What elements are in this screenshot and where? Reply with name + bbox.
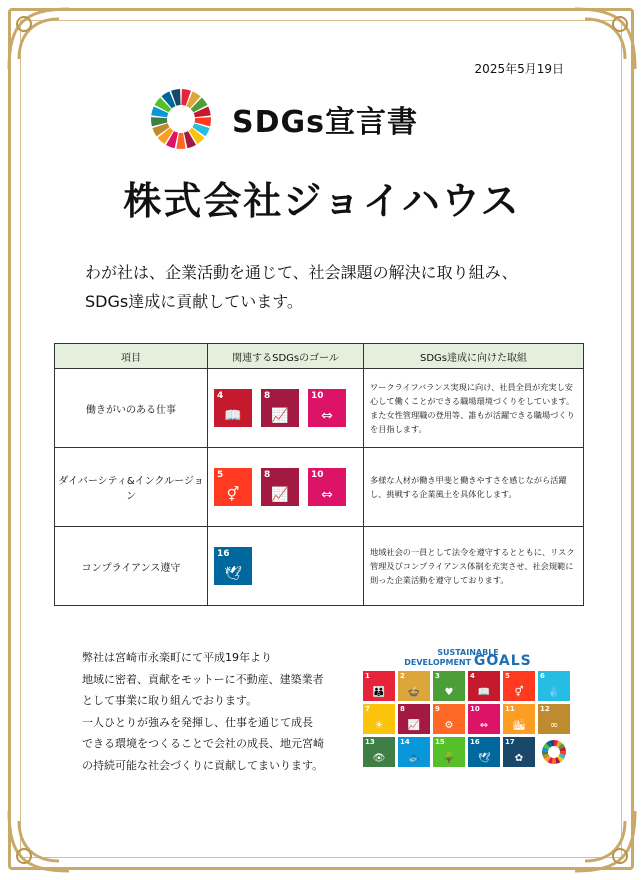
goal-number: 8: [264, 470, 271, 480]
sdg-logo-tile: [538, 737, 570, 767]
corner-ornament-icon: [4, 4, 74, 74]
sdg-tile-8: [398, 704, 430, 734]
action-cell: 地域社会の一員として法令を遵守するとともに、リスク管理及びコンプライアンス体制を充実させ、社会規範に則った企業活動を遵守しております。: [364, 527, 584, 606]
goals-cell: [208, 448, 364, 527]
corner-ornament-icon: [4, 806, 74, 876]
corner-ornament-icon: [570, 806, 640, 876]
column-header: SDGs達成に向けた取組: [364, 344, 584, 369]
table-row: [55, 527, 584, 606]
statement-line: できる環境をつくることで会社の成長、地元宮崎: [82, 737, 324, 750]
item-cell: ダイバーシティ&インクルージョン: [55, 448, 208, 527]
tile-number: 17: [505, 738, 515, 746]
sdg-goal-5-icon: [214, 468, 252, 506]
sdgs-wheel-icon: [538, 737, 570, 767]
item-cell: 働きがいのある仕事: [55, 369, 208, 448]
dove-gavel-icon: 🕊: [224, 566, 242, 582]
sdg-tile-1: [363, 671, 395, 701]
action-cell: 多様な人材が働き甲斐と働きやすさを感じながら活躍し、挑戦する企業風土を具体化します。: [364, 448, 584, 527]
goal-icon: 🍲: [407, 687, 421, 698]
sdg-tile-4: [468, 671, 500, 701]
sdg-tile-11: [503, 704, 535, 734]
item-cell: コンプライアンス遵守: [55, 527, 208, 606]
company-statement: [82, 647, 324, 776]
statement-line: の持続可能な社会づくりに貢献してまいります。: [82, 758, 324, 772]
goal-number: 4: [217, 391, 224, 401]
sdg-goal-4-icon: [214, 389, 252, 427]
sdgs-tile-grid: [363, 671, 573, 767]
goal-number: 10: [311, 391, 324, 401]
company-name: 株式会社ジョイハウス: [123, 179, 521, 223]
goal-icon: ☀: [374, 720, 384, 731]
column-header: 関連するSDGsのゴール: [208, 344, 364, 369]
gender-equality-icon: ⚥: [226, 487, 240, 503]
document-date: 2025年5月19日: [474, 62, 564, 76]
goal-number: 5: [217, 470, 224, 480]
sdg-goal-16-icon: [214, 547, 252, 585]
sdg-goal-10-icon: [308, 389, 346, 427]
goal-icon: ∞: [549, 720, 559, 731]
goal-number: 8: [264, 391, 271, 401]
goal-icon: ⚥: [514, 687, 524, 698]
sdg-tile-6: [538, 671, 570, 701]
equality-icon: ⇔: [321, 487, 333, 503]
statement-line: 一人ひとりが強みを発揮し、仕事を通じて成長: [82, 715, 313, 729]
table-row: [55, 448, 584, 527]
tile-number: 8: [400, 705, 405, 713]
goal-icon: 📖: [477, 687, 491, 698]
tile-number: 12: [540, 705, 550, 713]
intro-line: わが社は、企業活動を通じて、社会課題の解決に取り組み、: [85, 263, 518, 282]
sdg-tile-16: [468, 737, 500, 767]
sdg-tile-9: [433, 704, 465, 734]
poster-line: DEVELOPMENT: [404, 658, 472, 667]
tile-number: 7: [365, 705, 370, 713]
goal-icon: ♥: [444, 687, 454, 698]
intro-line: SDGs達成に貢献しています。: [85, 292, 303, 311]
goal-icon: 🕊: [477, 753, 491, 764]
statement-line: として事業に取り組んでおります。: [82, 694, 258, 707]
goals-cell: [208, 527, 364, 606]
goal-icon: ⇔: [479, 720, 489, 731]
goal-icon: ✿: [514, 753, 524, 764]
tile-number: 1: [365, 672, 370, 680]
tile-number: 13: [365, 738, 375, 746]
poster-line: SUSTAINABLE: [437, 648, 499, 657]
goal-icon: ⚙: [444, 720, 454, 731]
sdg-tile-10: [468, 704, 500, 734]
corner-ornament-icon: [570, 4, 640, 74]
goal-number: 16: [217, 549, 230, 559]
sdg-tile-15: [433, 737, 465, 767]
sdg-tile-12: [538, 704, 570, 734]
table-row: [55, 369, 584, 448]
goal-icon: 📈: [407, 720, 421, 731]
goal-icon: 👁: [372, 753, 386, 764]
sdg-tile-14: [398, 737, 430, 767]
equality-icon: ⇔: [321, 408, 333, 424]
poster-title: [363, 648, 573, 667]
sdgs-wheel-icon: [150, 88, 212, 150]
sdg-tile-17: [503, 737, 535, 767]
document-header: [150, 88, 418, 150]
growth-chart-icon: 📈: [271, 487, 289, 503]
tile-number: 10: [470, 705, 480, 713]
tile-number: 11: [505, 705, 515, 713]
goals-cell: [208, 369, 364, 448]
statement-line: 弊社は宮崎市永楽町にて平成19年より: [82, 651, 272, 664]
column-header: 項目: [55, 344, 208, 369]
sdg-tile-2: [398, 671, 430, 701]
table-header-row: [55, 344, 584, 369]
sdg-tile-5: [503, 671, 535, 701]
tile-number: 15: [435, 738, 445, 746]
tile-number: 6: [540, 672, 545, 680]
page-title: SDGs宣言書: [232, 105, 418, 140]
tile-number: 2: [400, 672, 405, 680]
tile-number: 4: [470, 672, 475, 680]
statement-line: 地域に密着、貢献をモットーに不動産、建築業者: [82, 672, 324, 686]
goal-icon: 🐟: [407, 753, 421, 764]
tile-number: 5: [505, 672, 510, 680]
goal-icon: 👪: [372, 687, 386, 698]
sdg-tile-13: [363, 737, 395, 767]
sdg-goal-8-icon: [261, 389, 299, 427]
tile-number: 9: [435, 705, 440, 713]
sdg-tile-7: [363, 704, 395, 734]
sdg-goal-8-icon: [261, 468, 299, 506]
tile-number: 16: [470, 738, 480, 746]
growth-chart-icon: 📈: [271, 408, 289, 424]
sdg-goal-10-icon: [308, 468, 346, 506]
goal-icon: 🏙: [512, 720, 526, 731]
book-icon: 📖: [224, 408, 242, 424]
tile-number: 14: [400, 738, 410, 746]
sdg-tile-3: [433, 671, 465, 701]
tile-number: 3: [435, 672, 440, 680]
sdgs-goals-table: [54, 343, 584, 606]
action-cell: ワークライフバランス実現に向け、社員全員が充実し安心して働くことができる職場環境づくりをしています。また女性管理職の登用等、誰もが活躍できる職場づくりを目指します。: [364, 369, 584, 448]
poster-goals: GOALS: [473, 653, 532, 669]
goal-icon: 💧: [547, 687, 561, 698]
goal-number: 10: [311, 470, 324, 480]
sdgs-poster: [363, 648, 573, 767]
intro-text: [85, 258, 518, 316]
goal-icon: 🌳: [442, 753, 456, 764]
